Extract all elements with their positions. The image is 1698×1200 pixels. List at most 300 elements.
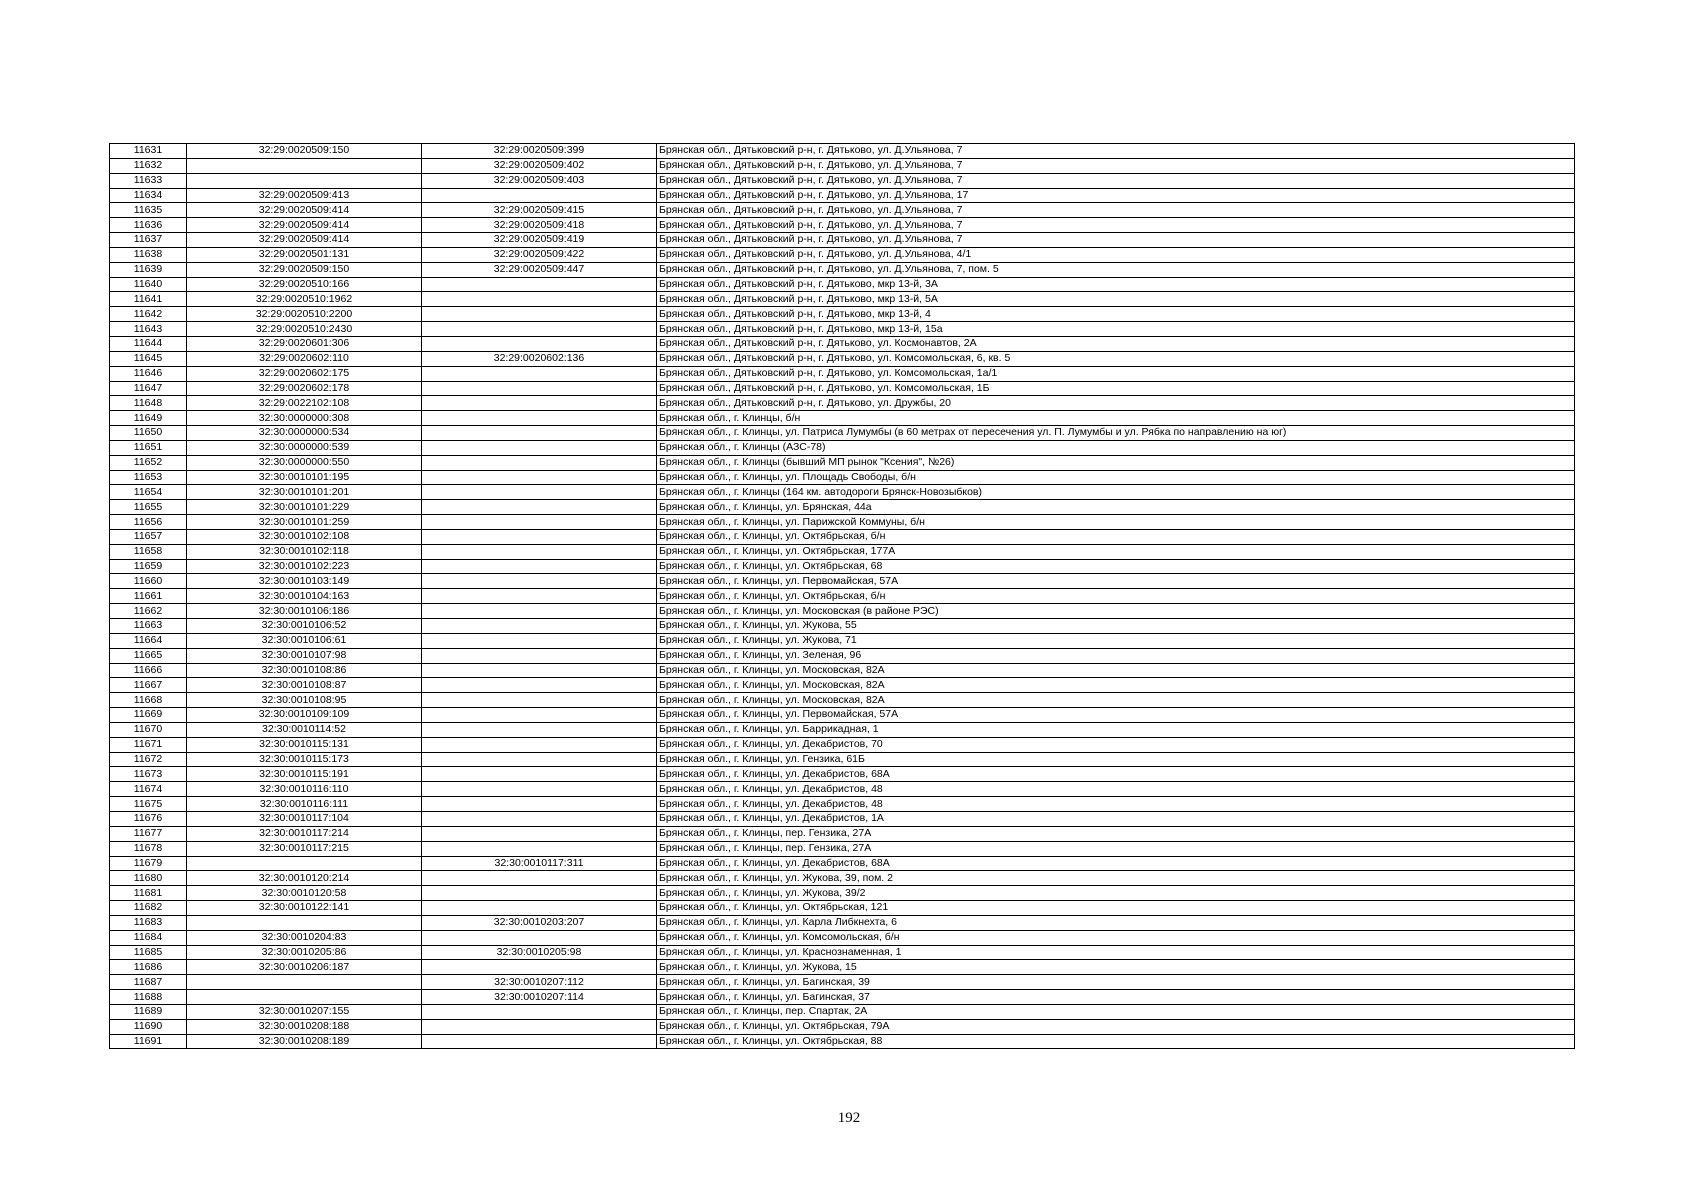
address-cell: Брянская обл., Дятьковский р-н, г. Дятьково, мкр 13-й, 4: [657, 307, 1575, 322]
table-row: [110, 708, 1575, 723]
table-row: [110, 945, 1575, 960]
table-row: [110, 722, 1575, 737]
row-number-cell: 11672: [110, 752, 187, 767]
address-cell: Брянская обл., г. Клинцы (164 км. автодороги Брянск-Новозыбков): [657, 485, 1575, 500]
cadastral-number-cell: 32:30:0010101:229: [187, 500, 422, 515]
related-cadastral-number-cell: [422, 841, 657, 856]
cadastral-number-cell: 32:30:0010102:118: [187, 544, 422, 559]
related-cadastral-number-cell: [422, 604, 657, 619]
address-cell: Брянская обл., г. Клинцы, пер. Гензика, 27А: [657, 826, 1575, 841]
related-cadastral-number-cell: 32:30:0010207:114: [422, 990, 657, 1005]
row-number-cell: 11664: [110, 633, 187, 648]
row-number-cell: 11661: [110, 589, 187, 604]
cadastral-number-cell: 32:30:0010106:61: [187, 633, 422, 648]
cadastral-number-cell: 32:30:0010115:173: [187, 752, 422, 767]
address-cell: Брянская обл., Дятьковский р-н, г. Дятьково, ул. Дружбы, 20: [657, 396, 1575, 411]
address-cell: Брянская обл., Дятьковский р-н, г. Дятьково, ул. Д.Ульянова, 7: [657, 233, 1575, 248]
related-cadastral-number-cell: 32:29:0020509:422: [422, 247, 657, 262]
cadastral-number-cell: 32:30:0010117:104: [187, 811, 422, 826]
row-number-cell: 11683: [110, 915, 187, 930]
row-number-cell: 11637: [110, 233, 187, 248]
table-row: [110, 218, 1575, 233]
related-cadastral-number-cell: [422, 470, 657, 485]
address-cell: Брянская обл., г. Клинцы, ул. Октябрьская, б/н: [657, 529, 1575, 544]
address-cell: Брянская обл., г. Клинцы, ул. Баррикадная, 1: [657, 722, 1575, 737]
table-row: [110, 811, 1575, 826]
cadastral-number-cell: 32:30:0010108:86: [187, 663, 422, 678]
cadastral-number-cell: 32:30:0010117:214: [187, 826, 422, 841]
related-cadastral-number-cell: [422, 752, 657, 767]
table-row: [110, 544, 1575, 559]
row-number-cell: 11653: [110, 470, 187, 485]
address-cell: Брянская обл., Дятьковский р-н, г. Дятьково, ул. Д.Ульянова, 4/1: [657, 247, 1575, 262]
row-number-cell: 11668: [110, 693, 187, 708]
table-row: [110, 1034, 1575, 1049]
row-number-cell: 11675: [110, 797, 187, 812]
related-cadastral-number-cell: 32:29:0020509:399: [422, 144, 657, 159]
cadastral-number-cell: [187, 975, 422, 990]
table-row: [110, 1019, 1575, 1034]
row-number-cell: 11666: [110, 663, 187, 678]
address-cell: Брянская обл., г. Клинцы, ул. Багинская, 39: [657, 975, 1575, 990]
address-cell: Брянская обл., г. Клинцы, ул. Декабристов, 68А: [657, 767, 1575, 782]
row-number-cell: 11644: [110, 336, 187, 351]
cadastral-number-cell: 32:29:0022102:108: [187, 396, 422, 411]
cadastral-number-cell: 32:29:0020602:175: [187, 366, 422, 381]
cadastral-number-cell: 32:30:0010102:223: [187, 559, 422, 574]
table-row: [110, 426, 1575, 441]
row-number-cell: 11659: [110, 559, 187, 574]
table-row: [110, 633, 1575, 648]
address-cell: Брянская обл., г. Клинцы, ул. Октябрьская, 88: [657, 1034, 1575, 1049]
table-row: [110, 886, 1575, 901]
table-row: [110, 188, 1575, 203]
address-cell: Брянская обл., г. Клинцы, ул. Брянская, 44а: [657, 500, 1575, 515]
related-cadastral-number-cell: [422, 381, 657, 396]
related-cadastral-number-cell: 32:30:0010203:207: [422, 915, 657, 930]
cadastral-number-cell: 32:29:0020510:166: [187, 277, 422, 292]
address-cell: Брянская обл., г. Клинцы, ул. Патриса Лумумбы (в 60 метрах от пересечения ул. П. Лумумбы и ул. Рябка по направлению на юг): [657, 426, 1575, 441]
table-row: [110, 411, 1575, 426]
related-cadastral-number-cell: [422, 485, 657, 500]
row-number-cell: 11685: [110, 945, 187, 960]
table-row: [110, 619, 1575, 634]
row-number-cell: 11655: [110, 500, 187, 515]
table-row: [110, 841, 1575, 856]
row-number-cell: 11646: [110, 366, 187, 381]
cadastral-number-cell: 32:30:0010101:195: [187, 470, 422, 485]
row-number-cell: 11650: [110, 426, 187, 441]
table-row: [110, 797, 1575, 812]
address-cell: Брянская обл., Дятьковский р-н, г. Дятьково, ул. Космонавтов, 2А: [657, 336, 1575, 351]
address-cell: Брянская обл., г. Клинцы, пер. Гензика, 27А: [657, 841, 1575, 856]
table-row: [110, 990, 1575, 1005]
row-number-cell: 11647: [110, 381, 187, 396]
cadastral-number-cell: [187, 915, 422, 930]
table-row: [110, 767, 1575, 782]
cadastral-number-cell: 32:30:0000000:534: [187, 426, 422, 441]
table-row: [110, 203, 1575, 218]
address-cell: Брянская обл., г. Клинцы, ул. Московская, 82А: [657, 663, 1575, 678]
row-number-cell: 11657: [110, 529, 187, 544]
row-number-cell: 11654: [110, 485, 187, 500]
related-cadastral-number-cell: [422, 440, 657, 455]
row-number-cell: 11681: [110, 886, 187, 901]
table-row: [110, 559, 1575, 574]
address-cell: Брянская обл., Дятьковский р-н, г. Дятьково, ул. Д.Ульянова, 7: [657, 158, 1575, 173]
table-row: [110, 322, 1575, 337]
address-cell: Брянская обл., Дятьковский р-н, г. Дятьково, ул. Д.Ульянова, 17: [657, 188, 1575, 203]
table-row: [110, 292, 1575, 307]
table-row: [110, 529, 1575, 544]
table-row: [110, 975, 1575, 990]
cadastral-number-cell: 32:30:0010102:108: [187, 529, 422, 544]
address-cell: Брянская обл., г. Клинцы, ул. Жукова, 39, пом. 2: [657, 871, 1575, 886]
related-cadastral-number-cell: 32:29:0020509:415: [422, 203, 657, 218]
related-cadastral-number-cell: 32:29:0020509:402: [422, 158, 657, 173]
related-cadastral-number-cell: [422, 767, 657, 782]
address-cell: Брянская обл., г. Клинцы, ул. Московская, 82А: [657, 678, 1575, 693]
related-cadastral-number-cell: 32:30:0010117:311: [422, 856, 657, 871]
related-cadastral-number-cell: 32:29:0020509:447: [422, 262, 657, 277]
cadastral-number-cell: 32:30:0010101:201: [187, 485, 422, 500]
cadastral-number-cell: 32:29:0020509:414: [187, 218, 422, 233]
related-cadastral-number-cell: [422, 574, 657, 589]
related-cadastral-number-cell: [422, 663, 657, 678]
related-cadastral-number-cell: [422, 544, 657, 559]
row-number-cell: 11669: [110, 708, 187, 723]
row-number-cell: 11632: [110, 158, 187, 173]
cadastral-number-cell: 32:30:0010115:131: [187, 737, 422, 752]
address-cell: Брянская обл., г. Клинцы, ул. Жукова, 39/2: [657, 886, 1575, 901]
related-cadastral-number-cell: [422, 1019, 657, 1034]
address-cell: Брянская обл., Дятьковский р-н, г. Дятьково, ул. Д.Ульянова, 7: [657, 173, 1575, 188]
address-cell: Брянская обл., г. Клинцы, ул. Гензика, 61Б: [657, 752, 1575, 767]
related-cadastral-number-cell: 32:30:0010205:98: [422, 945, 657, 960]
cadastral-number-cell: 32:30:0010101:259: [187, 515, 422, 530]
address-cell: Брянская обл., г. Клинцы, ул. Октябрьская, б/н: [657, 589, 1575, 604]
related-cadastral-number-cell: [422, 693, 657, 708]
row-number-cell: 11658: [110, 544, 187, 559]
related-cadastral-number-cell: [422, 930, 657, 945]
related-cadastral-number-cell: [422, 307, 657, 322]
row-number-cell: 11643: [110, 322, 187, 337]
cadastral-number-cell: 32:30:0010106:52: [187, 619, 422, 634]
address-cell: Брянская обл., Дятьковский р-н, г. Дятьково, ул. Комсомольская, 6, кв. 5: [657, 351, 1575, 366]
cadastral-number-cell: 32:30:0010206:187: [187, 960, 422, 975]
table-row: [110, 930, 1575, 945]
related-cadastral-number-cell: [422, 529, 657, 544]
row-number-cell: 11639: [110, 262, 187, 277]
cadastral-number-cell: 32:30:0000000:550: [187, 455, 422, 470]
cadastral-number-cell: 32:29:0020602:110: [187, 351, 422, 366]
table-row: [110, 455, 1575, 470]
address-cell: Брянская обл., г. Клинцы, пер. Спартак, 2А: [657, 1004, 1575, 1019]
cadastral-number-cell: 32:29:0020501:131: [187, 247, 422, 262]
address-cell: Брянская обл., г. Клинцы, ул. Декабристов, 48: [657, 797, 1575, 812]
row-number-cell: 11686: [110, 960, 187, 975]
page-number: 192: [837, 1110, 861, 1126]
row-number-cell: 11649: [110, 411, 187, 426]
row-number-cell: 11648: [110, 396, 187, 411]
related-cadastral-number-cell: 32:29:0020509:403: [422, 173, 657, 188]
address-cell: Брянская обл., Дятьковский р-н, г. Дятьково, мкр 13-й, 3А: [657, 277, 1575, 292]
cadastral-number-cell: 32:30:0010107:98: [187, 648, 422, 663]
address-cell: Брянская обл., Дятьковский р-н, г. Дятьково, мкр 13-й, 5А: [657, 292, 1575, 307]
cadastral-number-cell: [187, 158, 422, 173]
row-number-cell: 11660: [110, 574, 187, 589]
related-cadastral-number-cell: [422, 292, 657, 307]
table-row: [110, 1004, 1575, 1019]
address-cell: Брянская обл., г. Клинцы, ул. Карла Либкнехта, 6: [657, 915, 1575, 930]
table-row: [110, 396, 1575, 411]
cadastral-number-cell: 32:30:0010108:95: [187, 693, 422, 708]
cadastral-table: [109, 143, 1575, 1049]
table-row: [110, 381, 1575, 396]
cadastral-number-cell: [187, 856, 422, 871]
address-cell: Брянская обл., г. Клинцы, ул. Комсомольская, б/н: [657, 930, 1575, 945]
address-cell: Брянская обл., г. Клинцы, ул. Краснознаменная, 1: [657, 945, 1575, 960]
table-row: [110, 470, 1575, 485]
cadastral-number-cell: 32:30:0010207:155: [187, 1004, 422, 1019]
row-number-cell: 11651: [110, 440, 187, 455]
row-number-cell: 11682: [110, 901, 187, 916]
row-number-cell: 11667: [110, 678, 187, 693]
row-number-cell: 11691: [110, 1034, 187, 1049]
related-cadastral-number-cell: [422, 396, 657, 411]
cadastral-number-cell: 32:30:0010208:189: [187, 1034, 422, 1049]
cadastral-number-cell: 32:29:0020509:413: [187, 188, 422, 203]
related-cadastral-number-cell: [422, 336, 657, 351]
related-cadastral-number-cell: 32:30:0010207:112: [422, 975, 657, 990]
row-number-cell: 11635: [110, 203, 187, 218]
row-number-cell: 11638: [110, 247, 187, 262]
cadastral-number-cell: 32:30:0010208:188: [187, 1019, 422, 1034]
table-row: [110, 693, 1575, 708]
related-cadastral-number-cell: [422, 960, 657, 975]
row-number-cell: 11679: [110, 856, 187, 871]
related-cadastral-number-cell: [422, 1034, 657, 1049]
related-cadastral-number-cell: [422, 901, 657, 916]
related-cadastral-number-cell: [422, 811, 657, 826]
table-row: [110, 663, 1575, 678]
related-cadastral-number-cell: [422, 722, 657, 737]
row-number-cell: 11690: [110, 1019, 187, 1034]
address-cell: Брянская обл., Дятьковский р-н, г. Дятьково, ул. Д.Ульянова, 7: [657, 144, 1575, 159]
address-cell: Брянская обл., г. Клинцы, ул. Октябрьская, 177А: [657, 544, 1575, 559]
row-number-cell: 11687: [110, 975, 187, 990]
row-number-cell: 11656: [110, 515, 187, 530]
address-cell: Брянская обл., Дятьковский р-н, г. Дятьково, ул. Комсомольская, 1Б: [657, 381, 1575, 396]
address-cell: Брянская обл., Дятьковский р-н, г. Дятьково, мкр 13-й, 15а: [657, 322, 1575, 337]
related-cadastral-number-cell: [422, 426, 657, 441]
address-cell: Брянская обл., Дятьковский р-н, г. Дятьково, ул. Д.Ульянова, 7: [657, 218, 1575, 233]
address-cell: Брянская обл., г. Клинцы, ул. Декабристов, 68А: [657, 856, 1575, 871]
related-cadastral-number-cell: [422, 515, 657, 530]
table-row: [110, 856, 1575, 871]
table-row: [110, 782, 1575, 797]
cadastral-number-cell: 32:30:0010103:149: [187, 574, 422, 589]
cadastral-number-cell: 32:30:0010120:214: [187, 871, 422, 886]
cadastral-number-cell: 32:30:0000000:308: [187, 411, 422, 426]
cadastral-number-cell: 32:30:0010205:86: [187, 945, 422, 960]
address-cell: Брянская обл., г. Клинцы, ул. Декабристов, 70: [657, 737, 1575, 752]
cadastral-number-cell: 32:30:0010109:109: [187, 708, 422, 723]
related-cadastral-number-cell: [422, 322, 657, 337]
row-number-cell: 11670: [110, 722, 187, 737]
cadastral-number-cell: 32:30:0010104:163: [187, 589, 422, 604]
row-number-cell: 11633: [110, 173, 187, 188]
cadastral-number-cell: [187, 173, 422, 188]
related-cadastral-number-cell: [422, 826, 657, 841]
row-number-cell: 11662: [110, 604, 187, 619]
cadastral-number-cell: 32:29:0020509:414: [187, 233, 422, 248]
cadastral-number-cell: 32:29:0020510:2430: [187, 322, 422, 337]
related-cadastral-number-cell: [422, 366, 657, 381]
row-number-cell: 11673: [110, 767, 187, 782]
table-row: [110, 351, 1575, 366]
row-number-cell: 11652: [110, 455, 187, 470]
table-row: [110, 604, 1575, 619]
table-row: [110, 366, 1575, 381]
address-cell: Брянская обл., г. Клинцы, ул. Октябрьская, 121: [657, 901, 1575, 916]
cadastral-number-cell: 32:30:0010106:186: [187, 604, 422, 619]
related-cadastral-number-cell: [422, 797, 657, 812]
address-cell: Брянская обл., г. Клинцы, ул. Декабристов, 48: [657, 782, 1575, 797]
row-number-cell: 11665: [110, 648, 187, 663]
cadastral-number-cell: 32:30:0010117:215: [187, 841, 422, 856]
row-number-cell: 11641: [110, 292, 187, 307]
table-body: [110, 144, 1575, 1049]
address-cell: Брянская обл., г. Клинцы, ул. Жукова, 71: [657, 633, 1575, 648]
cadastral-number-cell: 32:30:0000000:539: [187, 440, 422, 455]
address-cell: Брянская обл., г. Клинцы, ул. Первомайская, 57А: [657, 574, 1575, 589]
address-cell: Брянская обл., г. Клинцы, б/н: [657, 411, 1575, 426]
row-number-cell: 11676: [110, 811, 187, 826]
related-cadastral-number-cell: 32:29:0020509:419: [422, 233, 657, 248]
row-number-cell: 11636: [110, 218, 187, 233]
cadastral-number-cell: 32:29:0020601:306: [187, 336, 422, 351]
address-cell: Брянская обл., г. Клинцы, ул. Зеленая, 96: [657, 648, 1575, 663]
table-row: [110, 648, 1575, 663]
address-cell: Брянская обл., г. Клинцы, ул. Московская, 82А: [657, 693, 1575, 708]
table-row: [110, 826, 1575, 841]
related-cadastral-number-cell: [422, 648, 657, 663]
table-row: [110, 915, 1575, 930]
related-cadastral-number-cell: [422, 277, 657, 292]
address-cell: Брянская обл., г. Клинцы, ул. Багинская, 37: [657, 990, 1575, 1005]
address-cell: Брянская обл., г. Клинцы, ул. Московская (в районе РЭС): [657, 604, 1575, 619]
table-row: [110, 960, 1575, 975]
address-cell: Брянская обл., г. Клинцы, ул. Жукова, 55: [657, 619, 1575, 634]
row-number-cell: 11634: [110, 188, 187, 203]
cadastral-number-cell: 32:30:0010204:83: [187, 930, 422, 945]
table-row: [110, 574, 1575, 589]
related-cadastral-number-cell: [422, 559, 657, 574]
row-number-cell: 11689: [110, 1004, 187, 1019]
table-row: [110, 737, 1575, 752]
table-row: [110, 262, 1575, 277]
address-cell: Брянская обл., г. Клинцы, ул. Октябрьская, 68: [657, 559, 1575, 574]
row-number-cell: 11688: [110, 990, 187, 1005]
address-cell: Брянская обл., г. Клинцы (бывший МП рынок "Ксения", №26): [657, 455, 1575, 470]
cadastral-number-cell: 32:29:0020509:150: [187, 262, 422, 277]
table-row: [110, 336, 1575, 351]
related-cadastral-number-cell: [422, 188, 657, 203]
address-cell: Брянская обл., г. Клинцы (АЗС-78): [657, 440, 1575, 455]
row-number-cell: 11640: [110, 277, 187, 292]
table-row: [110, 515, 1575, 530]
cadastral-number-cell: 32:30:0010116:110: [187, 782, 422, 797]
table-row: [110, 307, 1575, 322]
row-number-cell: 11674: [110, 782, 187, 797]
table-row: [110, 440, 1575, 455]
table-row: [110, 752, 1575, 767]
related-cadastral-number-cell: [422, 633, 657, 648]
related-cadastral-number-cell: 32:29:0020602:136: [422, 351, 657, 366]
related-cadastral-number-cell: [422, 737, 657, 752]
related-cadastral-number-cell: [422, 500, 657, 515]
related-cadastral-number-cell: [422, 708, 657, 723]
related-cadastral-number-cell: [422, 411, 657, 426]
row-number-cell: 11645: [110, 351, 187, 366]
row-number-cell: 11684: [110, 930, 187, 945]
related-cadastral-number-cell: 32:29:0020509:418: [422, 218, 657, 233]
related-cadastral-number-cell: [422, 782, 657, 797]
address-cell: Брянская обл., г. Клинцы, ул. Первомайская, 57А: [657, 708, 1575, 723]
cadastral-number-cell: 32:30:0010116:111: [187, 797, 422, 812]
related-cadastral-number-cell: [422, 871, 657, 886]
related-cadastral-number-cell: [422, 678, 657, 693]
table-row: [110, 485, 1575, 500]
related-cadastral-number-cell: [422, 619, 657, 634]
address-cell: Брянская обл., Дятьковский р-н, г. Дятьково, ул. Комсомольская, 1а/1: [657, 366, 1575, 381]
related-cadastral-number-cell: [422, 455, 657, 470]
row-number-cell: 11631: [110, 144, 187, 159]
cadastral-number-cell: 32:29:0020509:150: [187, 144, 422, 159]
table-row: [110, 500, 1575, 515]
row-number-cell: 11678: [110, 841, 187, 856]
cadastral-number-cell: 32:29:0020510:2200: [187, 307, 422, 322]
table-row: [110, 871, 1575, 886]
cadastral-number-cell: 32:29:0020602:178: [187, 381, 422, 396]
table-row: [110, 233, 1575, 248]
row-number-cell: 11671: [110, 737, 187, 752]
cadastral-number-cell: 32:30:0010115:191: [187, 767, 422, 782]
related-cadastral-number-cell: [422, 589, 657, 604]
row-number-cell: 11663: [110, 619, 187, 634]
address-cell: Брянская обл., г. Клинцы, ул. Жукова, 15: [657, 960, 1575, 975]
row-number-cell: 11677: [110, 826, 187, 841]
cadastral-number-cell: 32:30:0010108:87: [187, 678, 422, 693]
table-row: [110, 247, 1575, 262]
cadastral-number-cell: 32:30:0010114:52: [187, 722, 422, 737]
address-cell: Брянская обл., г. Клинцы, ул. Площадь Свободы, б/н: [657, 470, 1575, 485]
related-cadastral-number-cell: [422, 1004, 657, 1019]
address-cell: Брянская обл., г. Клинцы, ул. Октябрьская, 79А: [657, 1019, 1575, 1034]
table-row: [110, 277, 1575, 292]
table-row: [110, 173, 1575, 188]
table-row: [110, 589, 1575, 604]
cadastral-number-cell: 32:29:0020510:1962: [187, 292, 422, 307]
row-number-cell: 11642: [110, 307, 187, 322]
table-row: [110, 144, 1575, 159]
cadastral-number-cell: 32:30:0010120:58: [187, 886, 422, 901]
row-number-cell: 11680: [110, 871, 187, 886]
related-cadastral-number-cell: [422, 886, 657, 901]
address-cell: Брянская обл., г. Клинцы, ул. Парижской Коммуны, б/н: [657, 515, 1575, 530]
cadastral-number-cell: 32:30:0010122:141: [187, 901, 422, 916]
